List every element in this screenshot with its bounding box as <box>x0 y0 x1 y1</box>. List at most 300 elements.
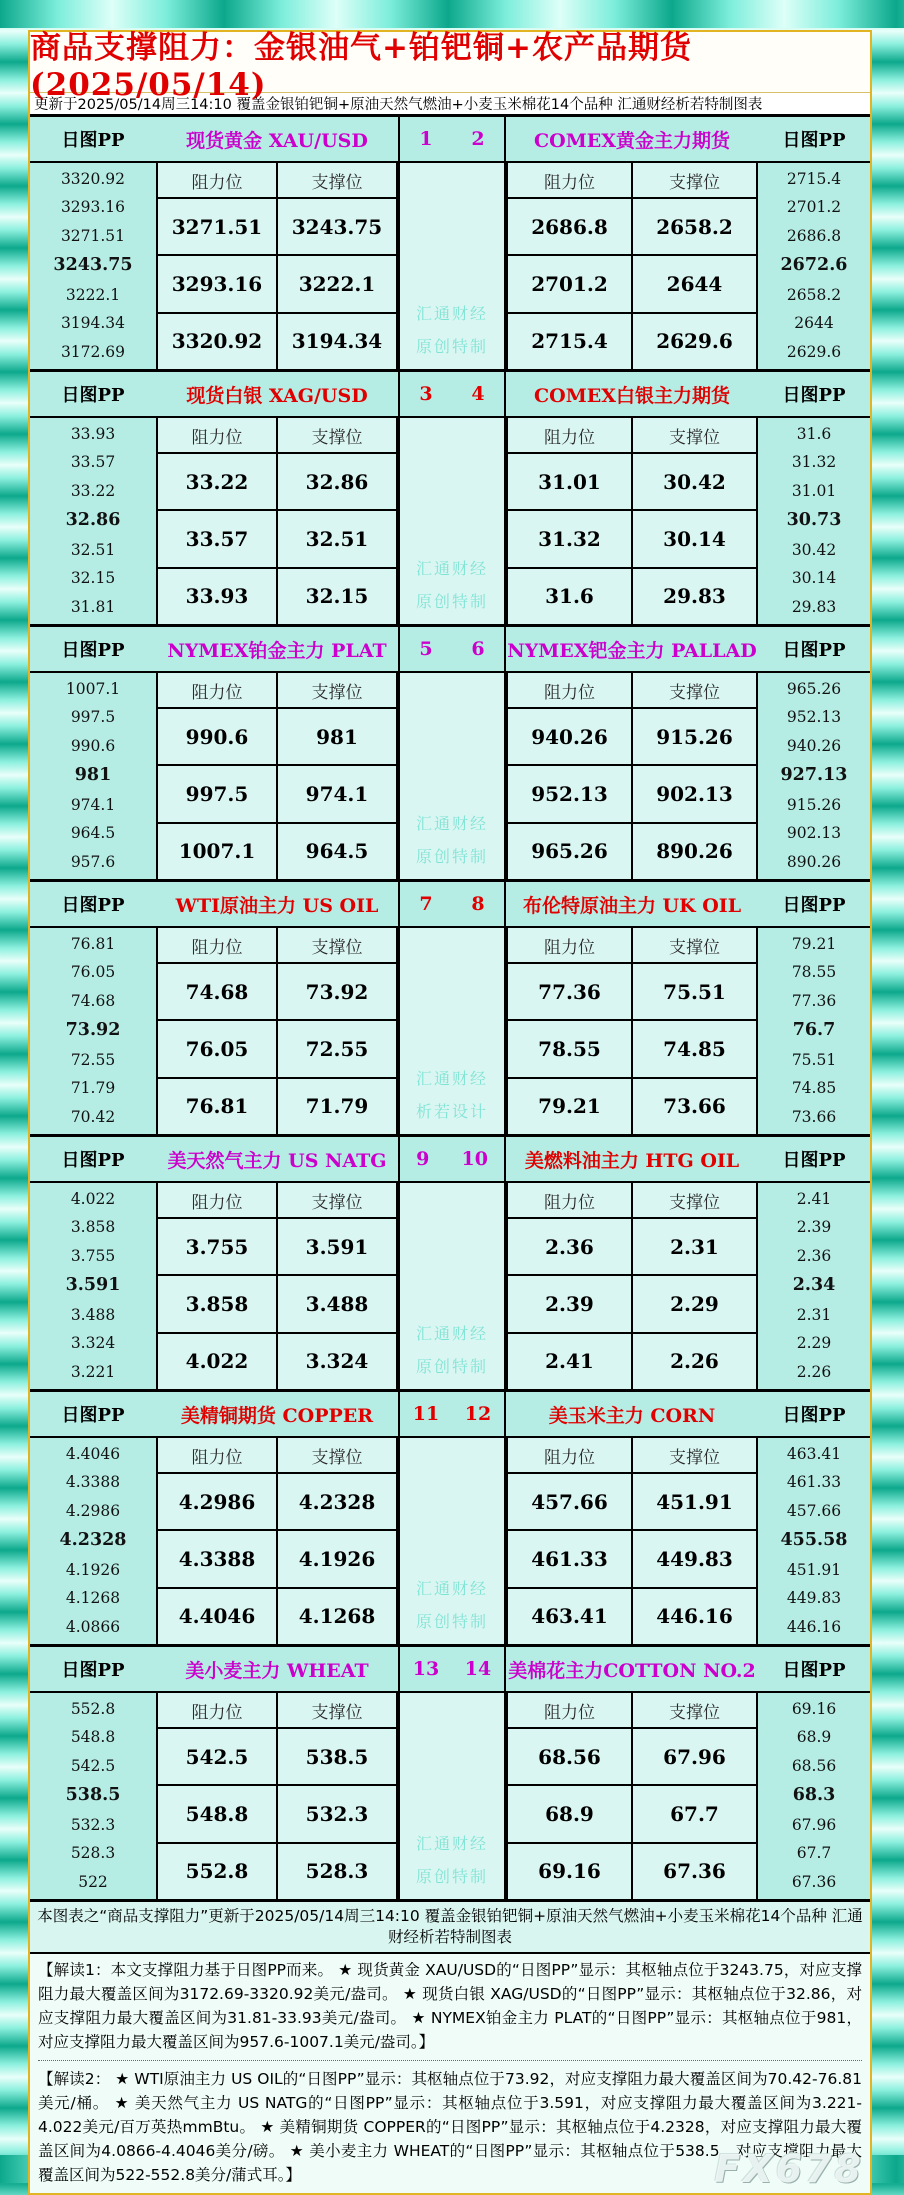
support-value: 32.86 <box>305 469 369 494</box>
support-header: 支撑位 <box>311 427 363 448</box>
right-instrument <box>506 1647 758 1899</box>
support-value: 974.1 <box>305 781 369 806</box>
table-row <box>158 824 396 879</box>
resistance-header: 阻力位 <box>158 1183 278 1217</box>
resistance-value: 463.41 <box>508 1589 633 1644</box>
support-value: 2629.6 <box>656 329 733 354</box>
table-header <box>158 1438 396 1474</box>
pair-number: 1 <box>419 128 433 150</box>
watermark <box>400 1438 504 1644</box>
pivot-level: 902.13 <box>786 824 842 843</box>
support-value: 4.2328 <box>298 1489 376 1514</box>
instrument-title: 美棉花主力COTTON NO.2 <box>506 1647 758 1693</box>
table-row <box>508 1021 756 1078</box>
table-header <box>158 418 396 454</box>
pivot-level: 2.26 <box>796 1362 832 1381</box>
table-header <box>508 1438 756 1474</box>
watermark-line: 汇通财经 <box>415 814 488 833</box>
pivot-level: 952.13 <box>786 708 842 727</box>
pivot-point: 76.7 <box>792 1020 836 1041</box>
pair-numbers <box>400 1647 504 1693</box>
pair-number: 7 <box>419 893 433 915</box>
center-strip <box>398 117 506 369</box>
center-strip <box>398 1137 506 1389</box>
support-value: 74.85 <box>663 1036 726 1061</box>
pivot-level: 2629.6 <box>786 342 842 361</box>
table-row <box>158 1079 396 1134</box>
pivot-level: 74.85 <box>791 1079 837 1098</box>
instrument-title: 现货白银 XAG/USD <box>156 372 398 418</box>
left-sidebar <box>30 117 156 369</box>
levels-table <box>506 1183 758 1389</box>
levels-table <box>156 1183 398 1389</box>
support-value: 449.83 <box>656 1546 733 1571</box>
resistance-header: 阻力位 <box>158 928 278 962</box>
levels-table <box>506 928 758 1134</box>
resistance-header: 阻力位 <box>158 418 278 452</box>
pivot-level: 2715.4 <box>786 169 842 188</box>
table-row <box>508 454 756 511</box>
pivot-point: 73.92 <box>65 1020 121 1041</box>
resistance-value: 4.022 <box>158 1334 278 1389</box>
pivot-point: 68.3 <box>792 1785 836 1806</box>
support-value: 2.29 <box>670 1291 719 1316</box>
pivot-level: 548.8 <box>70 1728 116 1747</box>
table-row <box>158 511 396 568</box>
support-value: 538.5 <box>305 1744 369 1769</box>
pivot-level: 2701.2 <box>786 198 842 217</box>
resistance-value: 31.6 <box>508 569 633 624</box>
instrument-title: 美精铜期货 COPPER <box>156 1392 398 1438</box>
table-row <box>158 1334 396 1389</box>
right-pivot-levels <box>758 673 870 879</box>
resistance-value: 965.26 <box>508 824 633 879</box>
title-box <box>30 29 870 103</box>
right-pivot-levels <box>758 418 870 624</box>
right-instrument <box>506 882 758 1134</box>
pivot-level: 70.42 <box>70 1107 116 1126</box>
table-header <box>158 1183 396 1219</box>
table-row <box>158 454 396 511</box>
resistance-value: 33.93 <box>158 569 278 624</box>
support-value: 32.51 <box>305 526 369 551</box>
pivot-level: 3.324 <box>70 1334 116 1353</box>
pivot-level: 528.3 <box>70 1844 116 1863</box>
table-row <box>508 1786 756 1843</box>
support-value: 73.92 <box>305 979 369 1004</box>
pivot-point: 2.34 <box>792 1275 836 1296</box>
pivot-level: 33.22 <box>70 481 116 500</box>
center-strip <box>398 627 506 879</box>
pivot-level: 71.79 <box>70 1079 116 1098</box>
table-row <box>158 1844 396 1899</box>
levels-table <box>156 1438 398 1644</box>
resistance-value: 940.26 <box>508 709 633 764</box>
pivot-level: 30.42 <box>791 540 837 559</box>
pivot-level: 542.5 <box>70 1756 116 1775</box>
support-header: 支撑位 <box>669 427 720 448</box>
left-pivot-levels <box>30 1183 156 1389</box>
table-row <box>158 1219 396 1276</box>
pivot-level: 79.21 <box>791 934 837 953</box>
pivot-level: 33.57 <box>70 453 116 472</box>
right-sidebar <box>758 882 870 1134</box>
resistance-header: 阻力位 <box>158 1438 278 1472</box>
watermark-line: 原创特制 <box>415 1357 488 1376</box>
table-header <box>508 673 756 709</box>
daily-pp-label: 日图PP <box>758 1392 870 1438</box>
resistance-header: 阻力位 <box>508 1693 633 1727</box>
daily-pp-label: 日图PP <box>758 117 870 163</box>
support-value: 30.14 <box>663 526 726 551</box>
left-instrument <box>156 117 398 369</box>
levels-table <box>156 1693 398 1899</box>
instrument-title: COMEX黄金主力期货 <box>506 117 758 163</box>
support-header: 支撑位 <box>311 937 363 958</box>
levels-table <box>506 673 758 879</box>
table-row <box>508 511 756 568</box>
table-row <box>158 1589 396 1644</box>
resistance-value: 3.755 <box>158 1219 278 1274</box>
instrument-title: WTI原油主力 US OIL <box>156 882 398 928</box>
interpretation-2: 【解读2： ★ WTI原油主力 US OIL的“日图PP”显示：其枢轴点位于73.92，对应支撑阻力最大覆盖区间为70.42-76.81美元/桶。 ★ 美天然气主力 US NATG的“日图PP”显示：其枢轴点位于3.591，对应支撑阻力最大覆盖区间为3.221-4.022美元/百万英热mmBtu。 ★ 美精铜期货 COPPER的“日图PP”显示：其枢轴点位于4.2328，对应支撑阻力最大覆盖区间为4.0866-4.4046美分/磅。 ★ 美小麦主力 WHEAT的“日图PP”显示：其枢轴点位于538.5，对应支撑阻力最大覆盖区间为522-552.8美分/蒲式耳。】 <box>38 2069 862 2184</box>
right-instrument <box>506 372 758 624</box>
left-pivot-levels <box>30 163 156 369</box>
pivot-level: 446.16 <box>786 1617 842 1636</box>
support-header: 支撑位 <box>669 682 720 703</box>
support-value: 3.591 <box>305 1234 369 1259</box>
pivot-level: 461.33 <box>786 1473 842 1492</box>
support-value: 3.324 <box>305 1349 369 1374</box>
pair-numbers <box>400 627 504 673</box>
resistance-value: 997.5 <box>158 766 278 821</box>
pivot-level: 4.022 <box>70 1189 116 1208</box>
instrument-title: NYMEX钯金主力 PALLAD <box>506 627 758 673</box>
resistance-value: 2.41 <box>508 1334 633 1389</box>
watermark-line: 汇通财经 <box>415 1069 488 1088</box>
pivot-level: 3194.34 <box>60 314 126 333</box>
pivot-level: 3.221 <box>70 1362 116 1381</box>
resistance-header: 阻力位 <box>158 1693 278 1727</box>
pair-number: 5 <box>419 638 433 660</box>
watermark-line: 汇通财经 <box>415 304 488 323</box>
table-row <box>158 1729 396 1786</box>
instrument-title: COMEX白银主力期货 <box>506 372 758 418</box>
table-header <box>508 1693 756 1729</box>
pivot-level: 2644 <box>794 314 834 333</box>
daily-pp-label: 日图PP <box>758 627 870 673</box>
levels-table <box>156 418 398 624</box>
left-pivot-levels <box>30 1438 156 1644</box>
main-panel <box>28 30 872 2195</box>
fx678-watermark: FX678 <box>714 2146 864 2191</box>
right-instrument <box>506 1392 758 1644</box>
resistance-header: 阻力位 <box>508 418 633 452</box>
pivot-level: 457.66 <box>786 1501 842 1520</box>
pivot-level: 3222.1 <box>65 285 121 304</box>
footer-note: 本图表之“商品支撑阻力”更新于2025/05/14周三14:10 覆盖金银铂钯铜+原油天然气燃油+小麦玉米棉花14个品种 汇通财经析若特制图表 <box>30 1902 870 1954</box>
resistance-value: 76.05 <box>158 1021 278 1076</box>
table-row <box>158 1276 396 1333</box>
support-value: 2644 <box>666 271 723 296</box>
table-row <box>158 314 396 369</box>
daily-pp-label: 日图PP <box>30 117 156 163</box>
pair-number: 2 <box>471 128 485 150</box>
daily-pp-label: 日图PP <box>758 372 870 418</box>
right-sidebar <box>758 1137 870 1389</box>
resistance-value: 3320.92 <box>158 314 278 369</box>
watermark-line: 原创特制 <box>415 1612 488 1631</box>
support-value: 30.42 <box>663 469 726 494</box>
watermark <box>400 928 504 1134</box>
levels-table <box>156 928 398 1134</box>
pivot-point: 4.2328 <box>59 1530 127 1551</box>
pivot-level: 2.41 <box>796 1189 832 1208</box>
resistance-header: 阻力位 <box>508 928 633 962</box>
right-sidebar <box>758 372 870 624</box>
support-value: 67.36 <box>663 1859 726 1884</box>
pair-number: 8 <box>471 893 485 915</box>
table-row <box>158 1474 396 1531</box>
left-sidebar <box>30 1392 156 1644</box>
table-row <box>508 1334 756 1389</box>
right-sidebar <box>758 1392 870 1644</box>
table-row <box>508 199 756 256</box>
support-value: 528.3 <box>305 1859 369 1884</box>
support-value: 964.5 <box>305 839 369 864</box>
pivot-level: 67.36 <box>791 1872 837 1891</box>
pivot-level: 940.26 <box>786 736 842 755</box>
pair-number: 3 <box>419 383 433 405</box>
table-row <box>508 709 756 766</box>
pair-number: 12 <box>464 1403 492 1425</box>
table-row <box>158 1786 396 1843</box>
right-sidebar <box>758 1647 870 1899</box>
left-sidebar <box>30 882 156 1134</box>
table-header <box>508 418 756 454</box>
support-value: 4.1926 <box>298 1546 376 1571</box>
levels-table <box>506 418 758 624</box>
pivot-level: 3.858 <box>70 1218 116 1237</box>
resistance-value: 457.66 <box>508 1474 633 1529</box>
support-header: 支撑位 <box>311 1192 363 1213</box>
instrument-title: 现货黄金 XAU/USD <box>156 117 398 163</box>
watermark-line: 汇通财经 <box>415 1579 488 1598</box>
daily-pp-label: 日图PP <box>758 882 870 928</box>
table-row <box>158 256 396 313</box>
commodity-block <box>30 1137 870 1392</box>
commodity-block <box>30 117 870 372</box>
resistance-value: 4.4046 <box>158 1589 278 1644</box>
resistance-value: 2701.2 <box>508 256 633 311</box>
support-header: 支撑位 <box>311 1447 363 1468</box>
support-header: 支撑位 <box>669 1702 720 1723</box>
pivot-level: 3.488 <box>70 1305 116 1324</box>
pivot-level: 73.66 <box>791 1107 837 1126</box>
pivot-point: 927.13 <box>780 765 848 786</box>
pivot-level: 31.6 <box>796 424 832 443</box>
pivot-level: 31.81 <box>70 597 116 616</box>
watermark <box>400 1183 504 1389</box>
left-pivot-levels <box>30 418 156 624</box>
pivot-level: 4.3388 <box>65 1473 121 1492</box>
resistance-value: 2.39 <box>508 1276 633 1331</box>
left-sidebar <box>30 627 156 879</box>
resistance-value: 76.81 <box>158 1079 278 1134</box>
support-header: 支撑位 <box>669 172 720 193</box>
pair-number: 9 <box>416 1148 430 1170</box>
support-value: 3.488 <box>305 1291 369 1316</box>
pivot-level: 32.51 <box>70 540 116 559</box>
support-value: 2658.2 <box>656 214 733 239</box>
pair-numbers <box>400 117 504 163</box>
pivot-level: 4.1926 <box>65 1560 121 1579</box>
watermark-line: 原创特制 <box>415 847 488 866</box>
pair-number: 11 <box>412 1403 440 1425</box>
pivot-level: 76.81 <box>70 934 116 953</box>
watermark <box>400 1693 504 1899</box>
support-header: 支撑位 <box>311 682 363 703</box>
instrument-title: NYMEX铂金主力 PLAT <box>156 627 398 673</box>
table-row <box>508 1589 756 1644</box>
support-value: 2.31 <box>670 1234 719 1259</box>
pivot-level: 997.5 <box>70 708 116 727</box>
table-header <box>508 1183 756 1219</box>
table-row <box>508 569 756 624</box>
blocks <box>30 114 870 1902</box>
left-sidebar <box>30 372 156 624</box>
pivot-level: 965.26 <box>786 679 842 698</box>
resistance-value: 990.6 <box>158 709 278 764</box>
resistance-value: 2.36 <box>508 1219 633 1274</box>
right-pivot-levels <box>758 928 870 1134</box>
left-pivot-levels <box>30 1693 156 1899</box>
resistance-header: 阻力位 <box>508 1438 633 1472</box>
pivot-level: 974.1 <box>70 795 116 814</box>
pivot-level: 69.16 <box>791 1699 837 1718</box>
left-instrument <box>156 1647 398 1899</box>
table-row <box>508 1729 756 1786</box>
pivot-level: 532.3 <box>70 1815 116 1834</box>
support-value: 72.55 <box>305 1036 369 1061</box>
center-strip <box>398 1647 506 1899</box>
resistance-value: 74.68 <box>158 964 278 1019</box>
resistance-value: 542.5 <box>158 1729 278 1784</box>
instrument-title: 美天然气主力 US NATG <box>156 1137 398 1183</box>
support-value: 67.96 <box>663 1744 726 1769</box>
pair-numbers <box>400 372 504 418</box>
watermark-line: 原创特制 <box>415 337 488 356</box>
resistance-value: 68.56 <box>508 1729 633 1784</box>
table-row <box>508 964 756 1021</box>
table-row <box>158 766 396 823</box>
table-row <box>508 314 756 369</box>
instrument-title: 美玉米主力 CORN <box>506 1392 758 1438</box>
left-instrument <box>156 1392 398 1644</box>
table-row <box>508 1844 756 1899</box>
right-instrument <box>506 117 758 369</box>
pivot-level: 30.14 <box>791 569 837 588</box>
support-value: 3194.34 <box>291 329 383 354</box>
pivot-point: 3.591 <box>65 1275 121 1296</box>
support-value: 2.26 <box>670 1349 719 1374</box>
watermark <box>400 163 504 369</box>
support-value: 73.66 <box>663 1094 726 1119</box>
support-header: 支撑位 <box>311 172 363 193</box>
pair-number: 10 <box>461 1148 488 1170</box>
resistance-value: 33.57 <box>158 511 278 566</box>
pivot-level: 915.26 <box>786 795 842 814</box>
watermark-line: 原创特制 <box>415 592 488 611</box>
pivot-level: 3.755 <box>70 1246 116 1265</box>
pivot-level: 1007.1 <box>65 679 121 698</box>
right-pivot-levels <box>758 1438 870 1644</box>
pivot-point: 30.73 <box>786 510 842 531</box>
levels-table <box>506 1693 758 1899</box>
pivot-level: 3320.92 <box>60 169 126 188</box>
table-row <box>158 964 396 1021</box>
daily-pp-label: 日图PP <box>30 882 156 928</box>
right-pivot-levels <box>758 163 870 369</box>
resistance-value: 68.9 <box>508 1786 633 1841</box>
table-row <box>158 709 396 766</box>
instrument-title: 布伦特原油主力 UK OIL <box>506 882 758 928</box>
resistance-header: 阻力位 <box>508 673 633 707</box>
commodity-block <box>30 882 870 1137</box>
pivot-level: 32.15 <box>70 569 116 588</box>
support-value: 75.51 <box>663 979 726 1004</box>
left-instrument <box>156 1137 398 1389</box>
pivot-level: 2.36 <box>796 1246 832 1265</box>
commodity-block <box>30 1392 870 1647</box>
footer-paragraphs <box>30 1954 870 2193</box>
table-row <box>508 824 756 879</box>
pivot-level: 68.9 <box>796 1728 832 1747</box>
support-value: 3243.75 <box>291 214 383 239</box>
resistance-header: 阻力位 <box>508 163 633 197</box>
right-sidebar <box>758 627 870 879</box>
watermark-line: 原创特制 <box>415 1867 488 1886</box>
left-pivot-levels <box>30 928 156 1134</box>
pivot-point: 32.86 <box>65 510 121 531</box>
table-header <box>508 163 756 199</box>
resistance-value: 78.55 <box>508 1021 633 1076</box>
pivot-level: 964.5 <box>70 824 116 843</box>
daily-pp-label: 日图PP <box>30 1647 156 1693</box>
support-value: 4.1268 <box>298 1604 376 1629</box>
pair-numbers <box>400 1392 504 1438</box>
daily-pp-label: 日图PP <box>758 1647 870 1693</box>
pivot-level: 76.05 <box>70 963 116 982</box>
pair-numbers <box>400 1137 504 1183</box>
pivot-level: 2.31 <box>796 1305 832 1324</box>
pivot-level: 33.93 <box>70 424 116 443</box>
daily-pp-label: 日图PP <box>30 627 156 673</box>
pivot-level: 72.55 <box>70 1050 116 1069</box>
resistance-value: 461.33 <box>508 1531 633 1586</box>
center-strip <box>398 1392 506 1644</box>
resistance-value: 3293.16 <box>158 256 278 311</box>
support-value: 532.3 <box>305 1801 369 1826</box>
levels-table <box>156 673 398 879</box>
table-header <box>158 1693 396 1729</box>
support-value: 3222.1 <box>298 271 376 296</box>
pair-number: 13 <box>412 1658 440 1680</box>
table-row <box>158 1531 396 1588</box>
resistance-value: 952.13 <box>508 766 633 821</box>
support-value: 451.91 <box>656 1489 733 1514</box>
pivot-level: 2686.8 <box>786 226 842 245</box>
